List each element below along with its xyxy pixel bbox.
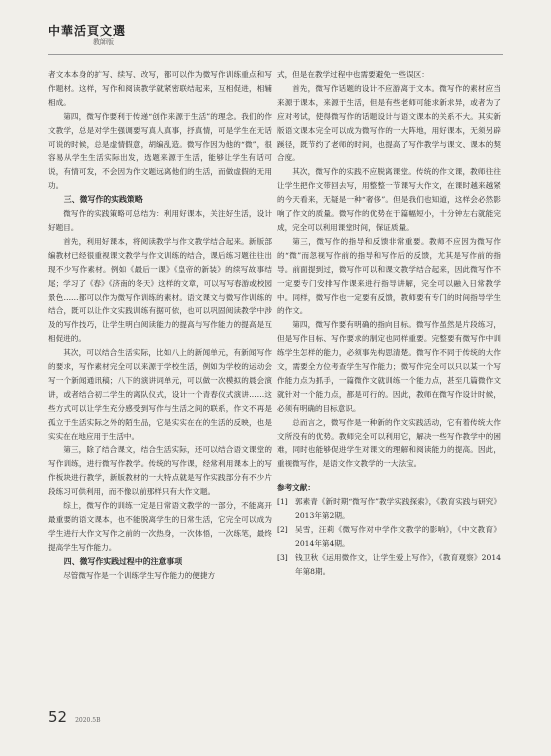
paragraph: 者文本本身的扩写、续写、改写，都可以作为微写作训练重点和写作题材。这样，写作和阅读教学就紧密联结起来，互相促进，相辅相成。: [48, 70, 272, 107]
paragraph: 式，但是在教学过程中也需要避免一些误区：: [277, 70, 429, 79]
journal-header: [48, 22, 127, 46]
paragraph: 其次，微写作的实践不应脱离课堂。传统的作文课，教师往往让学生把作文带回去写，用整整一节课写大作文，在课时越来越紧的今天看来，无疑是一种“奢侈”。但是我们也知道，这样会必然影响了作文的质量。微写作的优势在于篇幅短小，十分钟左右就能完成，完全可以利用课堂时间，保证质量。: [277, 167, 501, 232]
edition-label: 教師版: [93, 38, 114, 46]
reference-text: 郭素青《新时期“微写作”教学实践探索》，《教育实践与研究》2013年第2期。: [295, 497, 501, 521]
paragraph: 第四，微写作要利于传递“创作来源于生活”的理念。我们的作文教学，总是对学生强调要写真人真事，抒真情，可是学生在无话可说的时候，总是虚情假意，胡编乱造。微写作因为他的“微”，很容易从学生生活实际出发，选题来源于生活，能够让学生有话可说，有情可发，不会因为作文题远离他们的生活，而做虚假的无用功。: [48, 111, 272, 191]
paragraph: 第四，微写作要有明确的指向目标。微写作虽然是片段练习，但是写作目标、写作要求的制定也同样重要。完整要有微写作中训练学生怎样的能力，必须事先构思清楚。微写作不同于传统的大作文，需要全方位考查学生写作能力；微写作完全可以只以某一个写作能力点为抓手，一篇微作文就训练一个能力点，甚至几篇微作文就针对一个能力点，都是可行的。因此，教师在微写作设计时候，必须有明确的目标意识。: [277, 320, 501, 413]
reference-number: [3]: [277, 552, 288, 562]
references-list: [277, 495, 501, 578]
page-footer: [48, 708, 101, 726]
left-column: [48, 68, 272, 583]
page-number: 52: [48, 708, 68, 726]
issue-date: 2020.5B: [75, 717, 101, 724]
reference-item: [277, 523, 501, 551]
references-title: 参考文献：: [277, 483, 315, 493]
right-column: [277, 68, 501, 579]
reference-item: [277, 495, 501, 523]
reference-text: 钱卫秋《运用微作文，让学生爱上写作》，《教育观察》2014年第8期。: [295, 552, 501, 576]
paragraph: 第三，除了结合课文，结合生活实际，还可以结合语文课堂的写作训练，进行微写作教学。传统的写作课，经常利用课本上的写作板块进行教学，新版教材的一大特点就是写作实践部分有不少片段练习可供利用，而不像以前那样只有大作文题。: [48, 445, 272, 497]
paragraph: 综上，微写作的训练一定是日常语文教学的一部分，不能离开最重要的语文课本，也不能脱离学生的日常生活，它完全可以成为学生进行大作文写作之前的一次热身，一次体悟，一次练笔，最终提高学生写作能力。: [48, 501, 272, 552]
reference-item: [277, 551, 501, 579]
paragraph: 总而言之，微写作是一种新的作文实践活动，它有着传统大作文所没有的优势。教师完全可以利用它，解决一些写作教学中的困难，同时也能够促进学生对课文的理解和阅读能力的提高。因此，重视微写作，是语文作文教学的一大法宝。: [277, 417, 501, 469]
reference-number: [1]: [277, 497, 288, 507]
paragraph: 首先，微写作话题的设计不应游离于文本。微写作的素材应当来源于课本，来源于生活，但是有些老师可能求新求异，或者为了应对考试，使得微写作的话题设计与语文课本的关系不大。其实新版语文课本完全可以成为微写作的一大阵地，用好课本，无须另辟蹊径，既节约了老师的时间，也提高了写作教学与课文、课本的契合度。: [277, 83, 501, 163]
right-column-body: [277, 68, 501, 471]
section-heading: 四、微写作实践过程中的注意事项: [63, 556, 183, 566]
journal-logo: 中華活頁文選: [48, 24, 127, 38]
header-rule: [48, 54, 503, 55]
reference-text: 吴雪，汪莉《微写作对中学作文教学的影响》，《中文教育》2014年第4期。: [295, 525, 501, 548]
reference-number: [2]: [277, 525, 288, 534]
paragraph: 其次，可以结合生活实际，比如八上的新闻单元，有新闻写作的要求，写作素材完全可以来源于学校生活，例如为学校的运动会写一个新闻通讯稿；八下的演讲词单元，可以做一次模拟的晨会演讲，或者结合初二学生的离队仪式，设计一个青春仪式演讲……这些方式可以让学生充分感受到写作与生活之间的联系，作文不再是孤立于生活实际之外的陌生品，它是实实在在的生活的反映，也是实实在在地应用于生活中。: [48, 348, 272, 441]
paragraph: 微写作的实践策略可总结为：利用好课本，关注好生活，设计好题目。: [48, 209, 272, 232]
paragraph: 首先，利用好课本，将阅读教学与作文教学结合起来。新版部编教材已经很重视课文教学与作文训练的结合，课后练习题往往出现不少写作素材。例如《最后一课》《皇帝的新装》的续写故事结尾；学习了《春》《济南的冬天》这样的文章，可以写写春游或校园景色……都可以作为微写作训练的素材。语文课文与微写作训练的结合，既可以让作文实践训练有据可依，也可以巩固阅读教学中涉及的写作技巧，让学生明白阅读能力的提高与写作能力的提高是互相促进的。: [48, 236, 273, 344]
paragraph: 第三，微写作的指导和反馈非常重要。教师不应因为微写作的“微”而忽视写作前的指导和写作后的反馈，尤其是写作前的指导。前面提到过，微写作可以和课文教学结合起来，因此微写作不一定要专门安排写作课来进行指导讲解，完全可以融入日常教学中。同样，微写作也一定要有反馈，教师要有专门的时间指导学生的作文。: [277, 236, 501, 316]
paragraph: 尽管微写作是一个训练学生写作能力的便捷方: [63, 570, 216, 580]
section-heading: 三、微写作的实践策略: [63, 195, 143, 205]
